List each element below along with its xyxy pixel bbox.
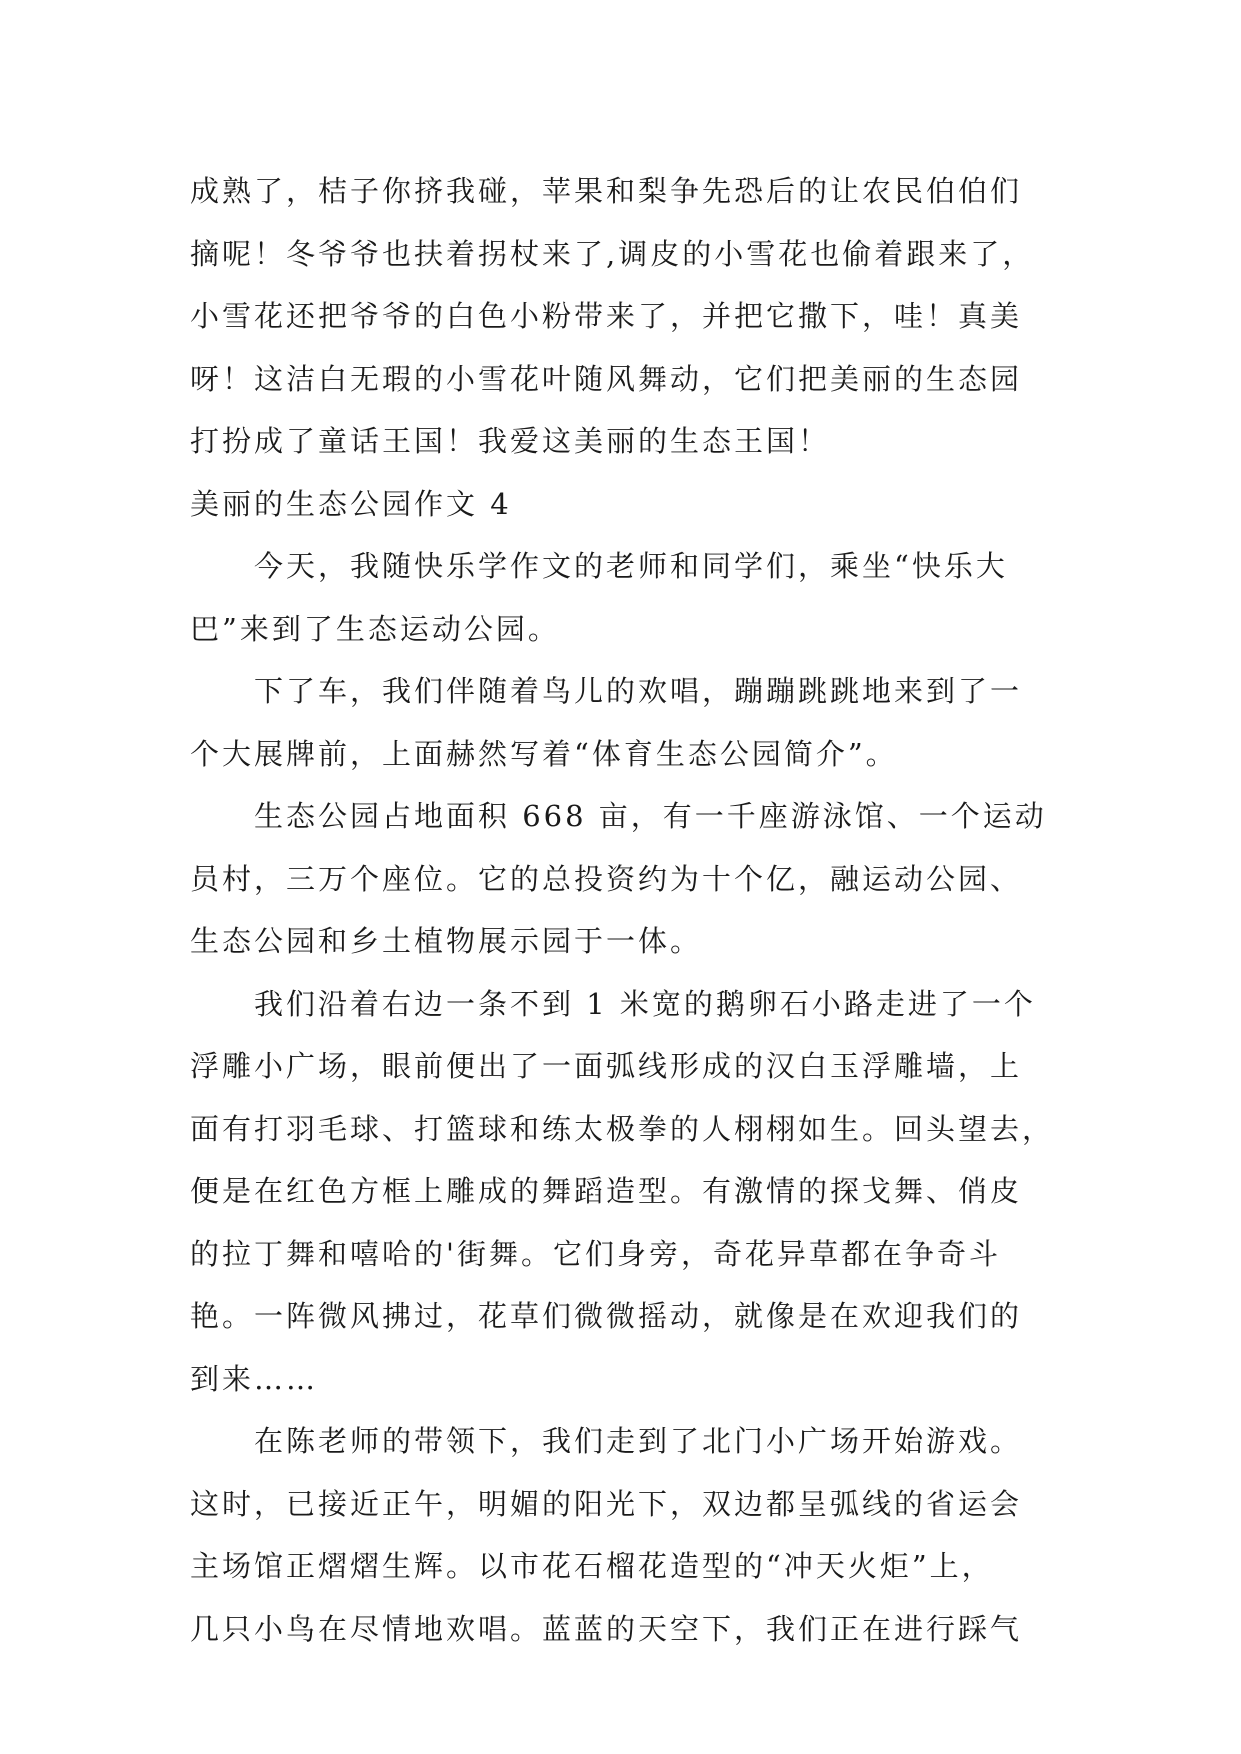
text-line: 打扮成了童话王国！我爱这美丽的生态王国！ <box>190 424 831 458</box>
text-line: 员村，三万个座位。它的总投资约为十个亿，融运动公园、 <box>190 861 1023 896</box>
document-body <box>190 160 1090 1660</box>
text-line: 主场馆正熠熠生辉。以市花石榴花造型的“冲天火炬”上， <box>190 1549 994 1583</box>
text-line: 成熟了，桔子你挤我碰，苹果和梨争先恐后的让农民伯伯们 <box>190 174 1023 208</box>
text-line: 小雪花还把爷爷的白色小粉带来了，并把它撒下，哇！真美 <box>190 299 1023 333</box>
text-line: 生态公园占地面积 668 亩，有一千座游泳馆、一个运动 <box>190 799 1047 833</box>
text-line: 这时，已接近正午，明媚的阳光下，双边都呈弧线的省运会 <box>190 1486 1023 1521</box>
section-title: 美丽的生态公园作文 4 <box>190 486 512 521</box>
text-line: 今天，我随快乐学作文的老师和同学们，乘坐“快乐大 <box>190 549 1008 583</box>
text-line: 个大展牌前，上面赫然写着“体育生态公园简介”。 <box>190 736 898 771</box>
text-line: 面有打羽毛球、打篮球和练太极拳的人栩栩如生。回头望去， <box>190 1111 1055 1146</box>
text-line: 巴”来到了生态运动公园。 <box>190 611 560 646</box>
text-line: 艳。一阵微风拂过，花草们微微摇动，就像是在欢迎我们的 <box>190 1299 1023 1333</box>
text-line: 摘呢！冬爷爷也扶着拐杖来了,调皮的小雪花也偷着跟来了， <box>190 236 1035 271</box>
text-line: 几只小鸟在尽情地欢唱。蓝蓝的天空下，我们正在进行踩气 <box>190 1611 1023 1646</box>
text-line: 生态公园和乡土植物展示园于一体。 <box>190 924 703 958</box>
text-line: 我们沿着右边一条不到 1 米宽的鹅卵石小路走进了一个 <box>190 986 1036 1021</box>
text-line: 的拉丁舞和嘻哈的'街舞。它们身旁，奇花异草都在争奇斗 <box>190 1236 1001 1271</box>
text-line: 到来…… <box>190 1361 319 1396</box>
text-line: 下了车，我们伴随着鸟儿的欢唱，蹦蹦跳跳地来到了一 <box>190 674 1023 708</box>
text-line: 呀！这洁白无瑕的小雪花叶随风舞动，它们把美丽的生态园 <box>190 361 1023 396</box>
text-line: 便是在红色方框上雕成的舞蹈造型。有激情的探戈舞、俏皮 <box>190 1174 1023 1208</box>
text-line: 浮雕小广场，眼前便出了一面弧线形成的汉白玉浮雕墙，上 <box>190 1049 1023 1083</box>
text-line: 在陈老师的带领下，我们走到了北门小广场开始游戏。 <box>190 1424 1023 1458</box>
